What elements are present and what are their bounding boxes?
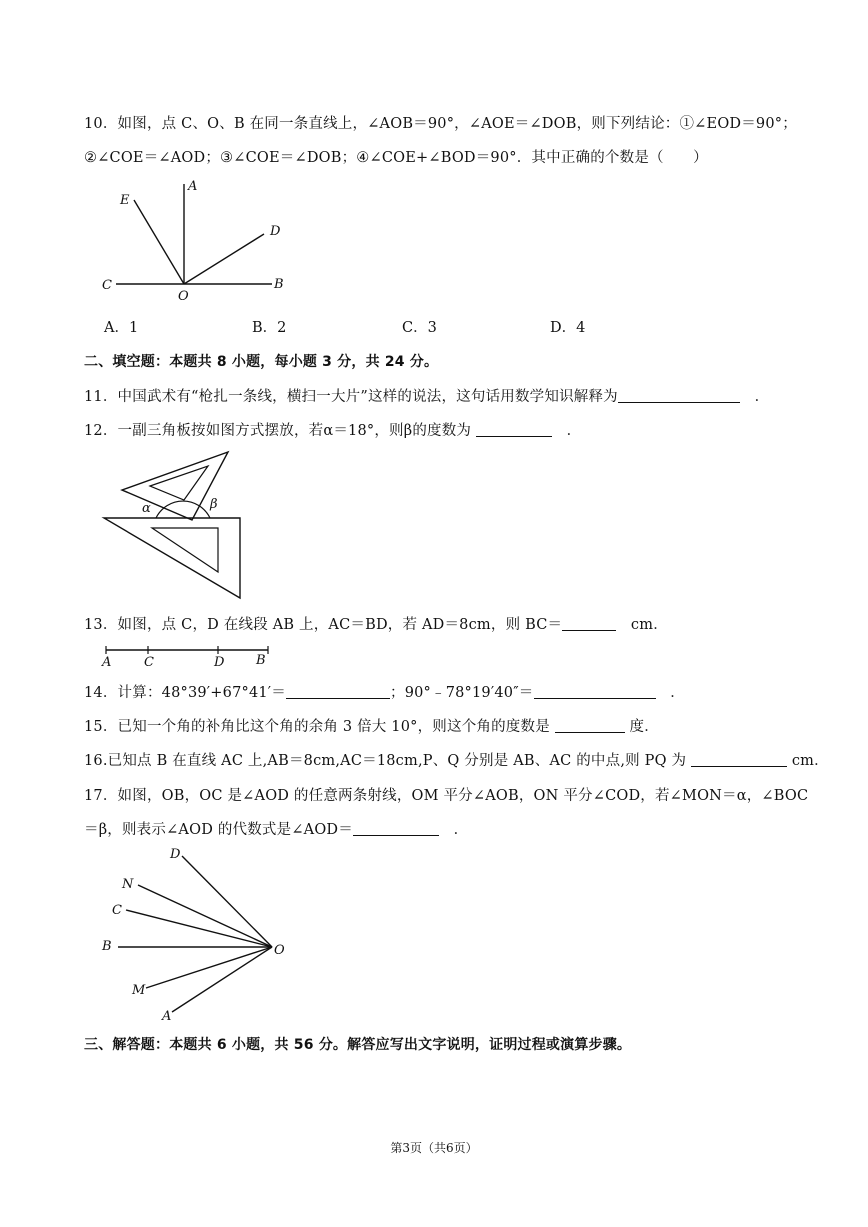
ray-oa — [172, 947, 272, 1012]
q14-end: ． — [670, 685, 685, 701]
q15-end: 度． — [629, 719, 659, 735]
q10-figure — [96, 176, 296, 304]
label-o: O — [178, 289, 189, 304]
page-footer: 第3页（共6页） — [390, 1141, 478, 1155]
q11-answer-blank[interactable] — [618, 388, 740, 403]
label-b: B — [274, 277, 284, 292]
label-c: C — [102, 278, 112, 293]
label-a: A — [188, 179, 198, 194]
section3-heading: 三、解答题：本题共 6 小题，共 56 分。解答应写出文字说明，证明过程或演算步骤。 — [84, 1037, 632, 1053]
q13-answer-blank[interactable] — [562, 616, 616, 631]
section2-heading: 二、填空题：本题共 8 小题，每小题 3 分，共 24 分。 — [84, 354, 439, 370]
label-m: M — [132, 983, 146, 998]
q16-answer-blank[interactable] — [691, 752, 787, 767]
label-o: O — [274, 943, 285, 958]
q17-line1: 17．如图，OB，OC 是∠AOD 的任意两条射线，OM 平分∠AOB，ON 平分∠COD，若∠MON＝α，∠BOC — [84, 788, 809, 804]
q14-text1: 14．计算：48°39′+67°41′＝ — [84, 685, 286, 701]
q11-text: 11．中国武术有“枪扎一条线，横扫一大片”这样的说法，这句话用数学知识解释为 — [84, 389, 618, 405]
q15-text: 15．已知一个角的补角比这个角的余角 3 倍大 10°，则这个角的度数是 — [84, 719, 550, 735]
q17-text: ＝β，则表示∠AOD 的代数式是∠AOD＝ — [84, 822, 353, 838]
ray-on — [138, 885, 272, 947]
label-c: C — [144, 655, 154, 670]
ray-oc — [126, 910, 272, 947]
q10-line1: 10．如图，点 C、O、B 在同一条直线上，∠AOB＝90°，∠AOE＝∠DOB，则下列结论：①∠EOD＝90°； — [84, 116, 797, 132]
label-c: C — [112, 903, 122, 918]
q16-end: cm． — [791, 753, 829, 769]
ray-od — [184, 234, 264, 284]
q12-end: ． — [566, 423, 582, 439]
label-a: A — [102, 655, 112, 670]
q14-line — [84, 681, 685, 702]
q12-figure — [100, 448, 250, 603]
q16-line — [84, 749, 829, 770]
q15-line — [84, 715, 659, 736]
q17-figure — [96, 842, 296, 1024]
q10-option-a[interactable]: A．1 — [104, 320, 139, 336]
q13-end: cm． — [630, 617, 668, 633]
label-b: B — [102, 939, 112, 954]
q13-text: 13．如图，点 C，D 在线段 AB 上，AC＝BD，若 AD＝8cm，则 BC＝ — [84, 617, 563, 633]
q14-answer-blank-2[interactable] — [534, 684, 656, 699]
q12-answer-blank[interactable] — [476, 422, 552, 437]
q12-text: 12．一副三角板按如图方式摆放，若α＝18°，则β的度数为 — [84, 423, 472, 439]
label-b: B — [256, 653, 266, 668]
q13-figure — [100, 640, 280, 670]
label-d: D — [214, 655, 225, 670]
ray-om — [146, 947, 272, 988]
label-beta: β — [210, 497, 218, 512]
q15-answer-blank[interactable] — [555, 718, 625, 733]
q11-line — [84, 385, 769, 406]
label-d: D — [170, 847, 181, 862]
q12-line — [84, 419, 581, 440]
q11-end: ． — [754, 389, 770, 405]
triangle-ruler-bottom-outer — [104, 518, 240, 598]
label-d: D — [270, 224, 281, 239]
label-a: A — [162, 1009, 172, 1024]
q10-option-c[interactable]: C．3 — [402, 320, 437, 336]
label-alpha: α — [142, 501, 151, 516]
ray-oe — [134, 200, 184, 284]
q10-option-d[interactable]: D．4 — [550, 320, 586, 336]
ray-od — [182, 856, 272, 947]
q14-mid: ；90°﹣78°19′40″＝ — [390, 685, 534, 701]
q17-end: ． — [453, 822, 469, 838]
q13-line — [84, 613, 668, 634]
q10-option-b[interactable]: B．2 — [252, 320, 287, 336]
label-n: N — [122, 877, 134, 892]
q10-line2: ②∠COE＝∠AOD；③∠COE＝∠DOB；④∠COE+∠BOD＝90°．其中正确的个数是（ ） — [84, 150, 708, 166]
q14-answer-blank-1[interactable] — [286, 684, 390, 699]
q17-line2 — [84, 818, 468, 839]
q16-text: 16.已知点 B 在直线 AC 上,AB＝8cm,AC＝18cm,P、Q 分别是 AB、AC 的中点,则 PQ 为 — [84, 753, 687, 769]
triangle-ruler-top-inner — [150, 466, 208, 500]
q17-answer-blank[interactable] — [353, 821, 439, 836]
label-e: E — [120, 193, 130, 208]
